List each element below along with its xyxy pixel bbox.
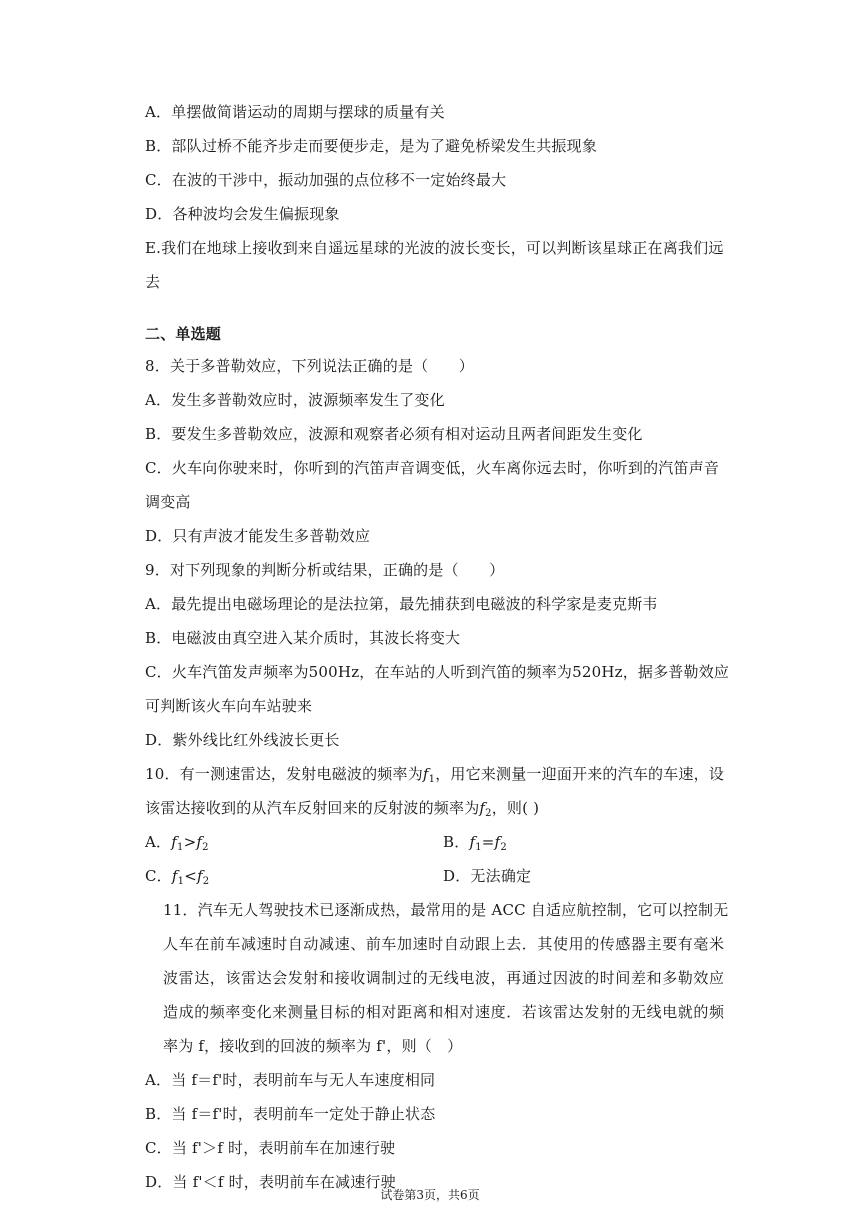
question-11-line4: 造成的频率变化来测量目标的相对距离和相对速度．若该雷达发射的无线电就的频 (163, 1003, 725, 1021)
q9-option-a: A．最先提出电磁场理论的是法拉第，最先捕获到电磁波的科学家是麦克斯韦 (145, 595, 658, 613)
question-9: 9．对下列现象的判断分析或结果，正确的是（ ） (145, 561, 505, 579)
q10-option-c: C．$f_1<f_2$ (145, 867, 210, 887)
question-11-line5: 率为 f，接收到的回波的频率为 f'，则（ ） (163, 1037, 463, 1055)
question-10-line2: 该雷达接收到的从汽车反射回来的反射波的频率为$f_2$，则( ) (145, 799, 540, 819)
page-footer: 试卷第3页，共6页 (380, 1188, 480, 1202)
q11-option-b: B．当 f＝f'时，表明前车一定处于静止状态 (145, 1105, 436, 1123)
q11-option-c: C．当 f'＞f 时，表明前车在加速行驶 (145, 1139, 396, 1157)
q10-option-d: D．无法确定 (443, 867, 532, 885)
q11-option-d: D．当 f'＜f 时，表明前车在减速行驶 (145, 1173, 396, 1191)
q8-option-b: B．要发生多普勒效应，波源和观察者必须有相对运动且两者间距发生变化 (145, 425, 643, 443)
question-11-line1: 11．汽车无人驾驶技术已逐渐成热，最常用的是 ACC 自适应航控制，它可以控制无 (163, 901, 729, 919)
q10-option-a: A．$f_1>f_2$ (145, 833, 209, 853)
question-10-line1: 10．有一测速雷达，发射电磁波的频率为$f_1$，用它来测量一迎面开来的汽车的车速，设 (145, 765, 725, 785)
q8-option-a: A．发生多普勒效应时，波源频率发生了变化 (145, 391, 445, 409)
option-a-pendulum: A．单摆做简谐运动的周期与摆球的质量有关 (145, 103, 445, 121)
q9-option-c-line1: C．火车汽笛发声频率为500Hz，在车站的人听到汽笛的频率为520Hz，据多普勒效应 (145, 663, 730, 681)
option-b-bridge: B．部队过桥不能齐步走而要便步走，是为了避免桥梁发生共振现象 (145, 137, 598, 155)
q10-option-b: B．$f_1=f_2$ (443, 833, 507, 853)
section-heading: 二、单选题 (145, 325, 222, 343)
option-e-line2: 去 (145, 273, 161, 291)
option-c-interference: C．在波的干涉中，振动加强的点位移不一定始终最大 (145, 171, 507, 189)
question-8: 8．关于多普勒效应，下列说法正确的是（ ） (145, 357, 474, 375)
q9-option-c-line2: 可判断该火车向车站驶来 (145, 697, 313, 715)
q8-option-c-line1: C．火车向你驶来时，你听到的汽笛声音调变低，火车离你远去时，你听到的汽笛声音 (145, 459, 720, 477)
question-11-line3: 波雷达，该雷达会发射和接收调制过的无线电波，再通过因波的时间差和多勒效应 (163, 969, 725, 987)
q8-option-c-line2: 调变高 (145, 493, 191, 511)
option-e-line1: E.我们在地球上接收到来自遥远星球的光波的波长变长，可以判断该星球正在离我们远 (145, 239, 724, 257)
q8-option-d: D．只有声波才能发生多普勒效应 (145, 527, 371, 545)
q11-option-a: A．当 f＝f'时，表明前车与无人车速度相同 (145, 1071, 436, 1089)
q9-option-d: D．紫外线比红外线波长更长 (145, 731, 340, 749)
option-d-polarization: D．各种波均会发生偏振现象 (145, 205, 340, 223)
question-11-line2: 人车在前车减速时自动减速、前车加速时自动跟上去．其使用的传感器主要有毫米 (163, 935, 725, 953)
q9-option-b: B．电磁波由真空进入某介质时，其波长将变大 (145, 629, 461, 647)
